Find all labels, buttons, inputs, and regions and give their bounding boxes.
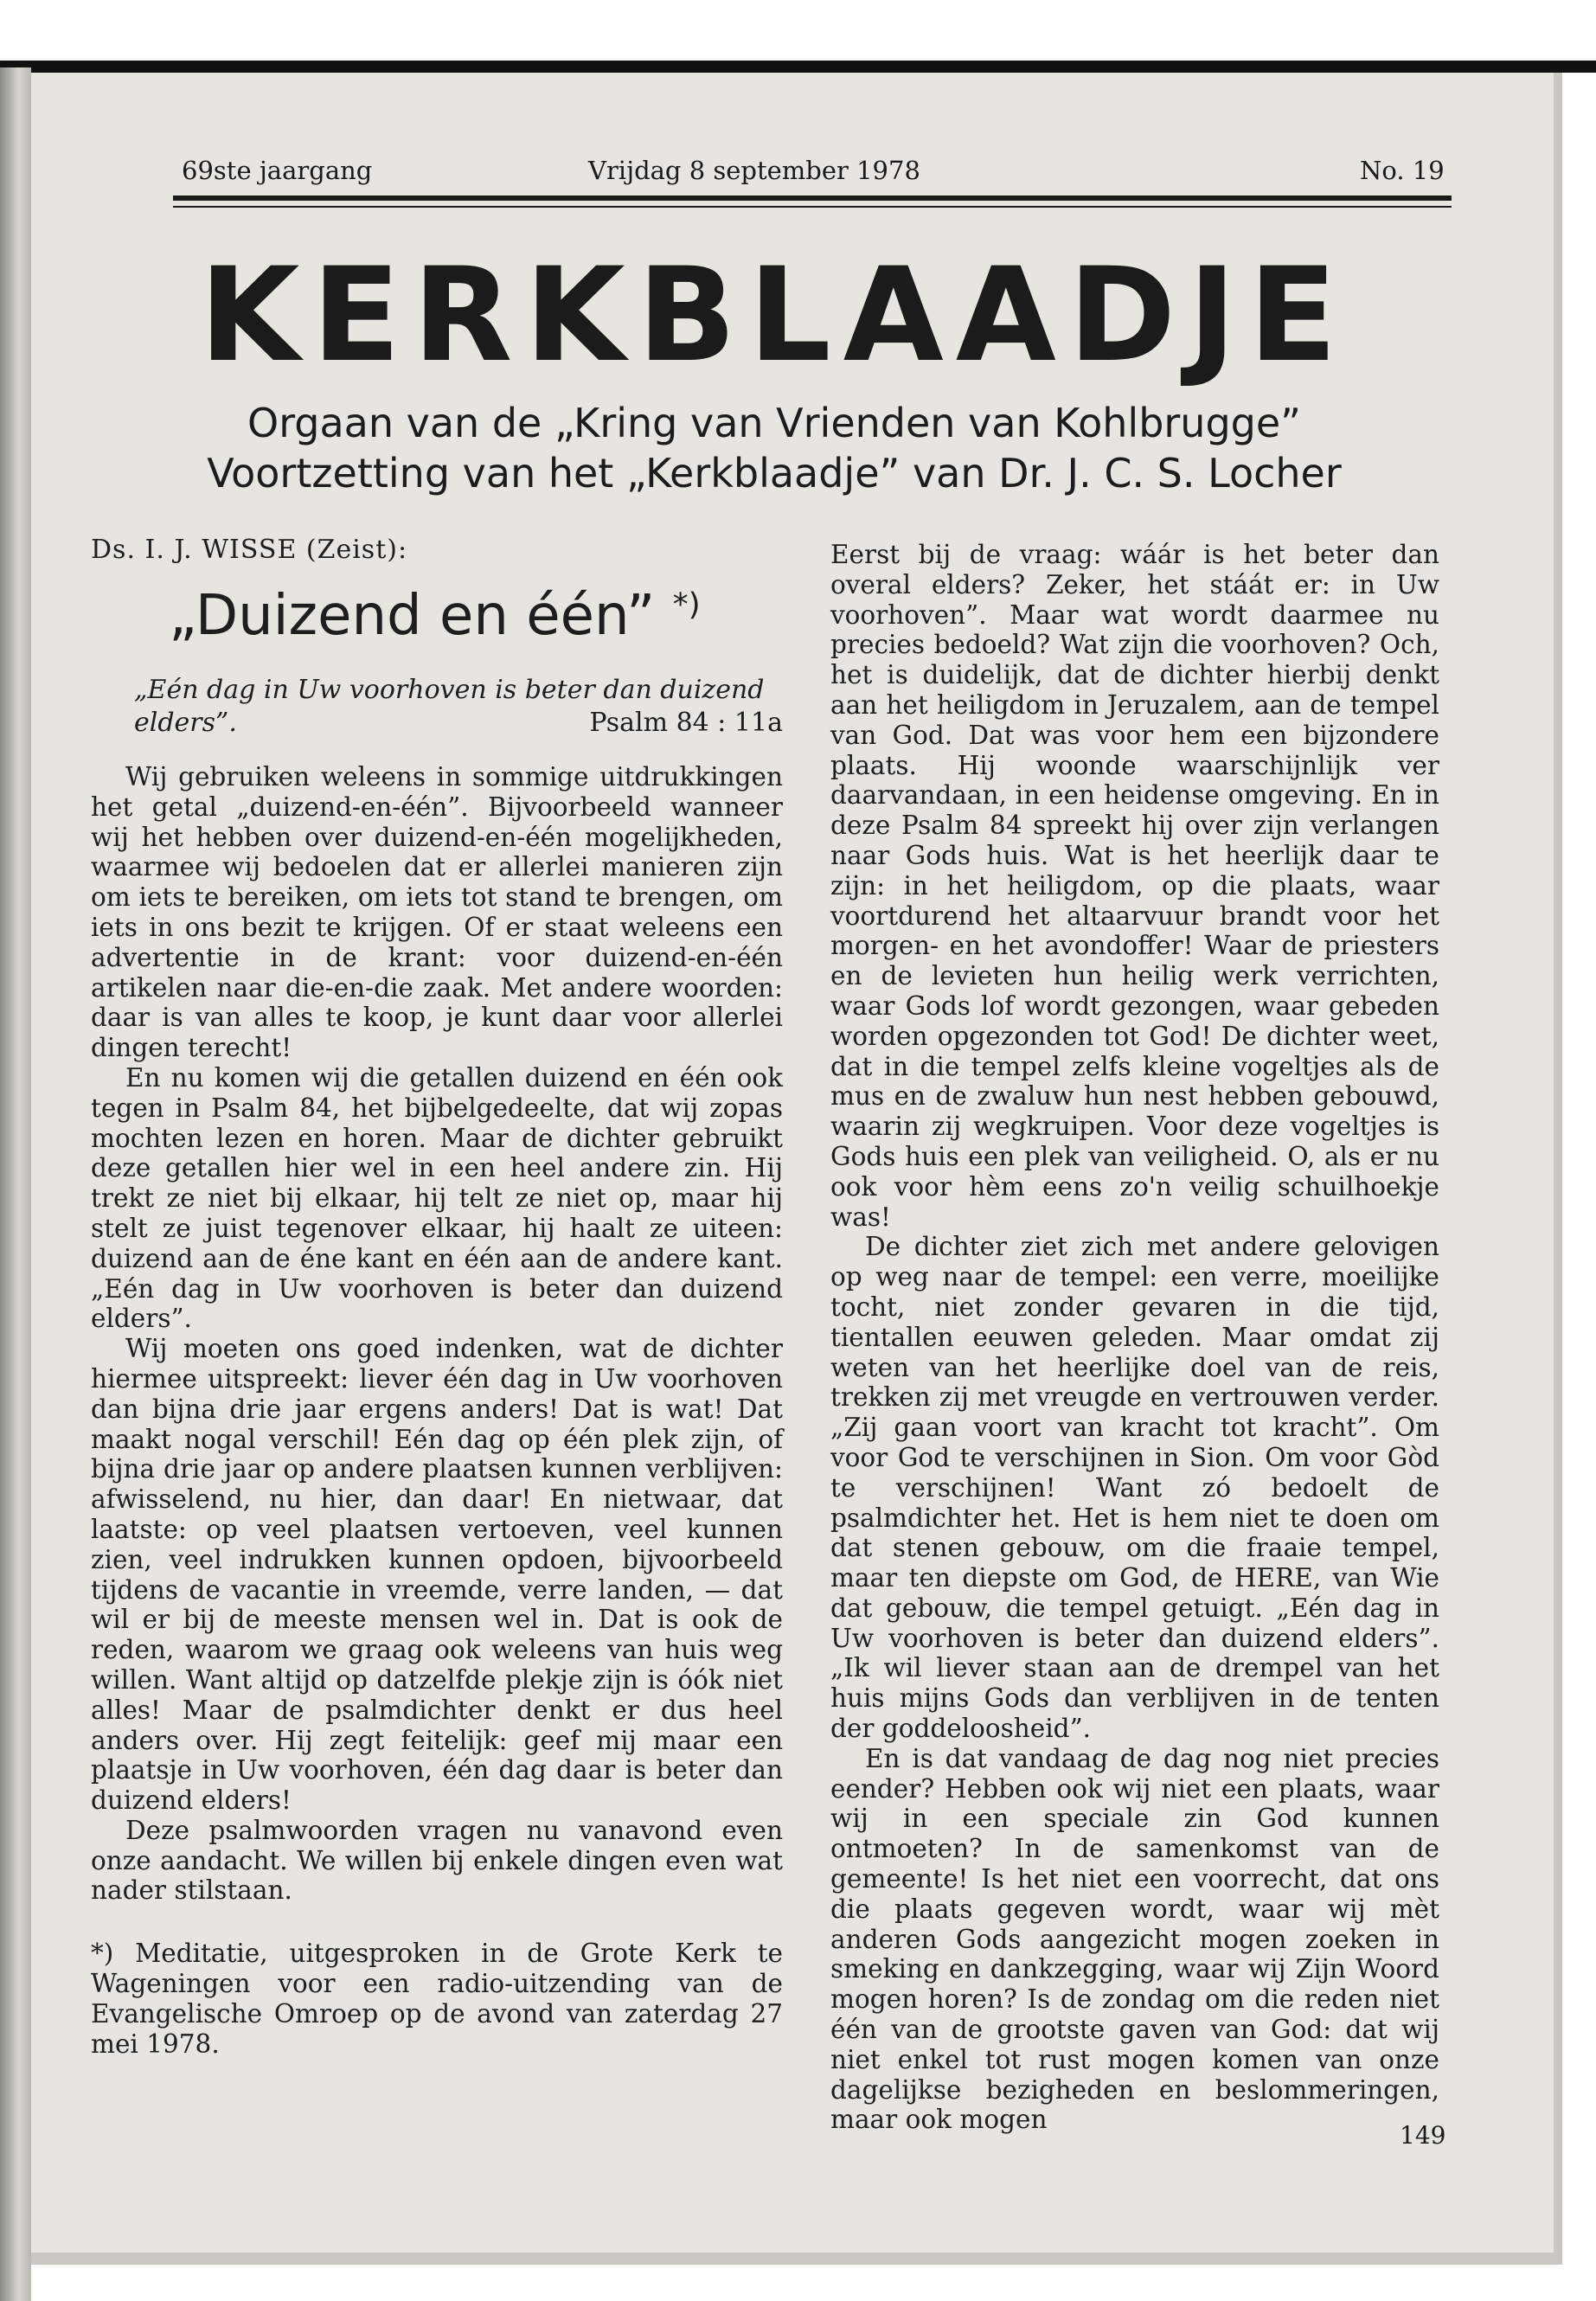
paragraph: En is dat vandaag de dag nog niet precies eender? Hebben ook wij niet een plaats, waar wij in een speciale zin God kunnen ontmoeten? In de samenkomst van de gemeente! Is het niet een voorrecht, dat ons die plaats gegeven wordt, waar wij mèt anderen Gods aangezicht mogen zoeken in smeking en dankzegging, waar wij Zijn Woord mogen horen? Is de zondag om die reden niet één van de grootste gaven van God: dat wij niet enkel tot rust mogen komen van onze dagelijkse bezigheden en beslommeringen, maar ook mogen <box>830 1743 1439 2135</box>
epigraph <box>134 674 783 740</box>
paragraph: Eerst bij de vraag: wáár is het beter dan overal elders? Zeker, het stáát er: in Uw voorhoven”. Maar wat wordt daarmee nu precies bedoeld? Wat zijn die voorhoven? Och, het is duidelijk, dat de dichter hierbij denkt aan het heiligdom in Jeruzalem, aan de tempel van God. Dat was voor hem een bijzondere plaats. Hij woonde waarschijnlijk ver daarvandaan, in een heidense omgeving. En in deze Psalm 84 spreekt hij over zijn verlangen naar Gods huis. Wat is het heerlijk daar te zijn: in het heiligdom, op die plaats, waar voortdurend het altaarvuur brandt voor het morgen- en het avondoffer! Waar de priesters en de levieten hun heilig werk verrichten, waar Gods lof wordt gezongen, waar gebeden worden opgezonden tot God! De dichter weet, dat in die tempel zelfs kleine vogeltjes als de mus en de zwaluw hun nest hebben gebouwd, waarin zij wegkruipen. Voor deze vogeltjes is Gods huis een plek van veiligheid. O, als er nu ook voor hèm eens zo'n veilig schuilhoekje was! <box>830 540 1439 1232</box>
subtitle-continuation: Voortzetting van het „Kerkblaadje” van Dr. J. C. S. Locher <box>207 450 1342 497</box>
article-left-column <box>91 535 783 2059</box>
scan-dark-band <box>0 61 1596 73</box>
paragraph: Deze psalmwoorden vragen nu vanavond even onze aandacht. We willen bij enkele dingen even wat nader stilstaan. <box>91 1815 783 1906</box>
binding-edge <box>0 67 31 2301</box>
volume-label: 69ste jaargang <box>182 156 373 185</box>
footnote-marker: *) <box>672 586 701 623</box>
paragraph: Wij moeten ons goed indenken, wat de dichter hiermee uitspreekt: liever één dag in Uw voorhoven dan bijna drie jaar ergens anders! Dat is wat! Dat maakt nogal verschil! Eén dag op één plek zijn, of bijna drie jaar op andere plaatsen kunnen verblijven: afwisselend, nu hier, dan daar! En nietwaar, dat laatste: op veel plaatsen vertoeven, veel kunnen zien, veel indrukken kunnen opdoen, bijvoorbeeld tijdens de vacantie in vreemde, verre landen, — dat wil er bij de meeste mensen wel in. Dat is ook de reden, waarom we graag ook weleens van huis weg willen. Want altijd op datzelfde plekje zijn is óók niet alles! Maar de psalmdichter denkt er dus heel anders over. Hij zegt feitelijk: geef mij maar een plaatsje in Uw voorhoven, één dag daar is beter dan duizend elders! <box>91 1334 783 1816</box>
article-author: Ds. I. J. WISSE (Zeist): <box>91 535 408 565</box>
footnote: *) Meditatie, uitgesproken in de Grote Kerk te Wageningen voor een radio-uitzending van de Evangelische Omroep op de avond van zaterdag 27 mei 1978. <box>91 1939 783 2059</box>
issue-date: Vrijdag 8 september 1978 <box>588 156 920 185</box>
page-number: 149 <box>1400 2121 1446 2150</box>
epigraph-quote: „Eén dag in Uw voorhoven is beter dan duizend elders”. <box>134 675 765 738</box>
article-title-text: „Duizend en één” <box>169 584 656 648</box>
paragraph: Wij gebruiken weleens in sommige uitdrukkingen het getal „duizend-en-één”. Bijvoorbeeld wanneer wij het hebben over duizend-en-één mogelijkheden, waarmee wij bedoelen dat er allerlei manieren zijn om iets te bereiken, om iets tot stand te brengen, om iets in ons bezit te krijgen. Of er staat weleens een advertentie in de krant: voor duizend-en-één artikelen naar die-en-die zaak. Met andere woorden: daar is van alles te koop, je kunt daar voor allerlei dingen terecht! <box>91 762 783 1063</box>
article-right-column <box>830 540 1439 2135</box>
epigraph-reference: Psalm 84 : 11a <box>589 708 783 738</box>
newspaper-title: KERKBLAADJE <box>199 240 1349 391</box>
subtitle-organ: Orgaan van de „Kring van Vrienden van Kohlbrugge” <box>247 400 1301 446</box>
masthead-row <box>182 156 1445 199</box>
paragraph: En nu komen wij die getallen duizend en één ook tegen in Psalm 84, het bijbelgedeelte, dat wij zopas mochten lezen en horen. Maar de dichter gebruikt deze getallen hier wel in een heel andere zin. Hij trekt ze niet bij elkaar, hij telt ze niet op, maar hij stelt ze juist tegenover elkaar, hij haalt ze uiteen: duizend aan de éne kant en één aan de andere kant. „Eén dag in Uw voorhoven is beter dan duizend elders”. <box>91 1062 783 1334</box>
masthead-rule-thin <box>173 206 1452 208</box>
paragraph: De dichter ziet zich met andere gelovigen op weg naar de tempel: een verre, moeilijke tocht, niet zonder gevaren in die tijd, tientallen eeuwen geleden. Maar omdat zij weten van het heerlijke doel van de reis, trekken zij met vreugde en vertrouwen verder. „Zij gaan voort van kracht tot kracht”. Om voor God te verschijnen in Sion. Om voor Gòd te verschijnen! Want zó bedoelt de psalmdichter het. Het is hem niet te doen om dat stenen gebouw, om die fraaie tempel, maar ten diepste om God, de HERE, van Wie dat gebouw, die tempel getuigt. „Eén dag in Uw voorhoven is beter dan duizend elders”. „Ik wil liever staan aan de drempel van het huis mijns Gods dan verblijven in de tenten der goddeloosheid”. <box>830 1232 1439 1744</box>
issue-number: No. 19 <box>1360 156 1445 185</box>
article-title <box>169 584 783 648</box>
masthead-rule-thick <box>173 195 1452 201</box>
scan-top-margin <box>0 0 1596 67</box>
